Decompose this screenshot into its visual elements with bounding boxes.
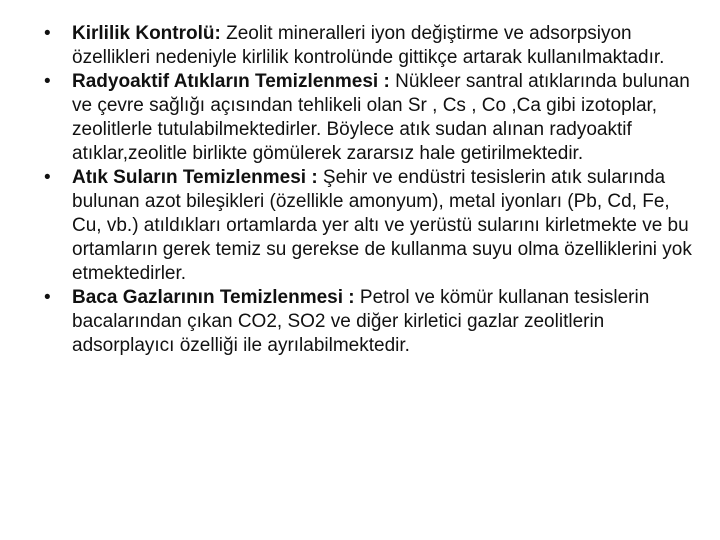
- bullet-item-flue-gas: [44, 286, 694, 358]
- bullet-marker: •: [44, 287, 51, 308]
- bullet-marker: •: [44, 23, 51, 44]
- bullet-text: Zeolit mineralleri iyon değiştirme ve adsorpsiyon özellikleri nedeniyle kirlilik kontrolünde gittikçe artarak kullanılmaktadır.: [72, 23, 665, 68]
- bullet-text: Petrol ve kömür kullanan tesislerin bacalarından çıkan CO2, SO2 ve diğer kirletici gazlar zeolitlerin adsorplayıcı özelliği ile ayrılabilmektedir.: [72, 287, 650, 356]
- bullet-term: Kirlilik Kontrolü:: [72, 23, 221, 44]
- bullet-marker: •: [44, 71, 51, 92]
- bullet-item-waste-water: [44, 166, 694, 286]
- bullet-marker: •: [44, 167, 51, 188]
- bullet-item-radioactive-waste: [44, 70, 694, 166]
- bullet-term: Atık Suların Temizlenmesi :: [72, 167, 318, 188]
- bullet-text: Şehir ve endüstri tesislerin atık sularında bulunan azot bileşikleri (özellikle amonyum), metal iyonları (Pb, Cd, Fe, Cu, vb.) atıldıkları ortamlarda yer altı ve yerüstü sularını kirletmekte ve bu ortamların gerek temiz su gerekse de kullanma suyu olma özelliklerini yok etmektedirler.: [72, 167, 692, 284]
- bullet-term: Radyoaktif Atıkların Temizlenmesi :: [72, 71, 390, 92]
- bullet-item-pollution-control: [44, 22, 694, 70]
- bullet-text: Nükleer santral atıklarında bulunan ve çevre sağlığı açısından tehlikeli olan Sr , Cs , Co ,Ca gibi izotoplar, zeolitlerle tutulabilmektedirler. Böylece atık sudan alınan radyoaktif atıklar,zeolitle birlikte gömülerek zararsız hale getirilmektedir.: [72, 71, 690, 164]
- bullet-list: [44, 22, 694, 358]
- bullet-term: Baca Gazlarının Temizlenmesi :: [72, 287, 355, 308]
